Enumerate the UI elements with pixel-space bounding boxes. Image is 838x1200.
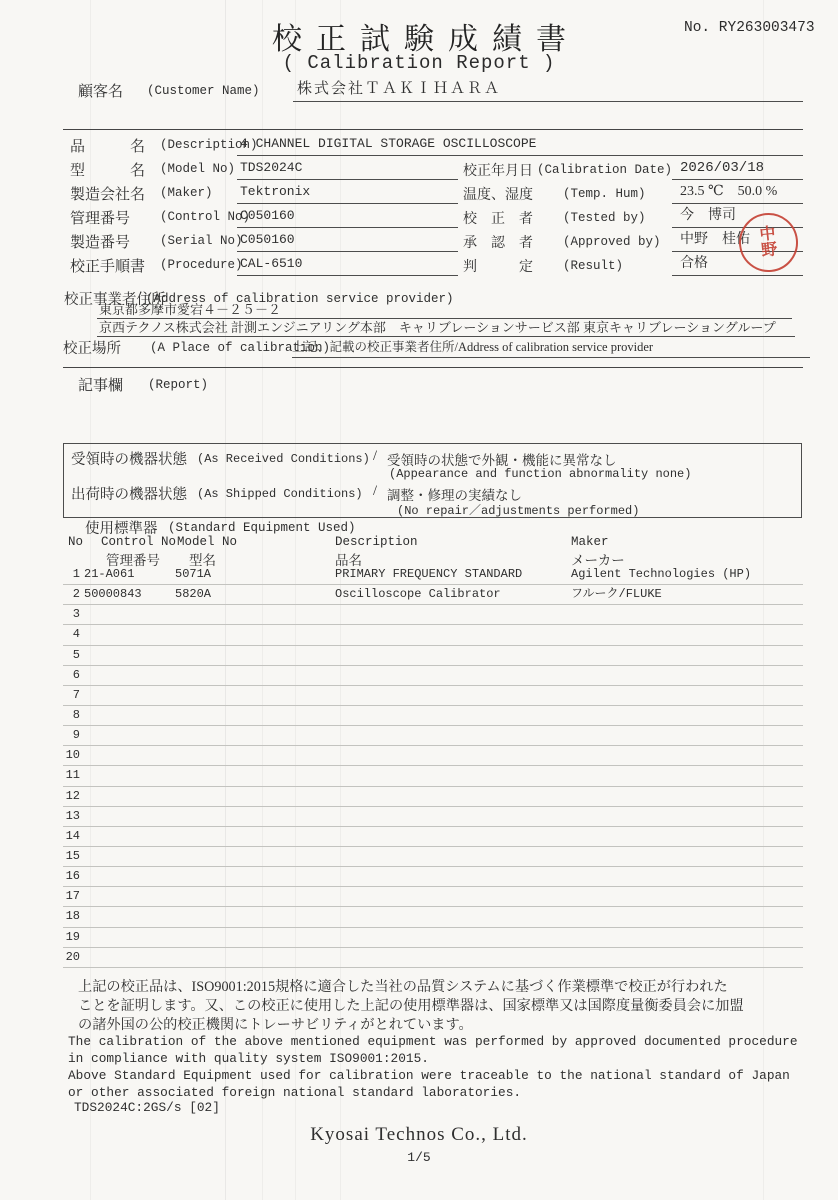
approved-by-label-en: (Approved by) [563,235,661,249]
temp-hum-label: 温度、湿度 [463,188,533,203]
report-label: 記事欄 [78,378,124,394]
as-received-value-jp: 受領時の状態で外観・機能に異常なし [387,453,617,468]
as-shipped-value-en: (No repair／adjustments performed) [397,504,640,518]
equipment-row-description: Oscilloscope Calibrator [335,587,501,602]
approved-by-value: 中野 桂佑 [680,232,750,247]
control-no-value: C050160 [240,208,295,223]
table-row [63,887,803,907]
equipment-row-no: 14 [65,828,80,843]
calibration-date-value-line [672,157,803,180]
procedure-value-line [237,253,458,276]
model-no-label-en: (Model No) [160,162,236,176]
calibration-date-label-en: (Calibration Date) [537,163,673,177]
description-label-en: (Description) [160,138,258,152]
stamp-char-top: 中 [758,224,777,244]
document-number: No. RY263003473 [684,20,815,36]
approved-by-label: 承 認 者 [463,236,533,251]
table-row [63,646,803,666]
equipment-row-no: 12 [65,788,80,803]
statement-en-line3: Above Standard Equipment used for calibration were traceable to the national standard of Japan [68,1068,790,1083]
customer-value: 株式会社ＴＡＫＩＨＡＲＡ [297,81,502,97]
procedure-label: 校正手順書 [70,259,146,275]
table-row [63,847,803,867]
calibration-date-value: 2026/03/18 [680,160,765,176]
table-row [63,948,803,968]
equipment-row-model: 5820A [175,587,212,602]
serial-no-value-line [237,229,458,252]
equipment-header-control-jp: 管理番号 [106,553,160,568]
description-value: 4 CHANNEL DIGITAL STORAGE OSCILLOSCOPE [240,136,537,151]
equipment-row-no: 20 [65,949,80,964]
customer-label-en: (Customer Name) [147,84,260,98]
page-title: 校正試験成績書 [272,23,580,56]
equipment-section-label-en: (Standard Equipment Used) [168,521,356,535]
statement-en-line4: or other associated foreign national standard laboratories. [68,1085,522,1100]
page-subtitle: ( Calibration Report ) [282,52,556,74]
equipment-row-no: 10 [65,748,80,763]
equipment-row-model: 5071A [175,567,212,581]
as-shipped-label: 出荷時の機器状態 [71,487,187,503]
equipment-header-model: Model No [177,535,238,549]
conditions-box [63,443,802,518]
equipment-row-no: 11 [65,768,80,783]
serial-no-label-en: (Serial No) [160,234,243,248]
table-row [63,766,803,786]
report-divider-rule [63,367,803,368]
as-shipped-separator: / [373,483,378,499]
equipment-header-description-jp: 品名 [335,553,362,568]
equipment-row-maker: フルーク/FLUKE [571,587,662,602]
table-row [63,605,803,625]
table-row [63,625,803,645]
temp-hum-label-en: (Temp. Hum) [563,187,646,201]
calibration-place-label-en: (A Place of calibration) [150,341,331,355]
model-no-value-line [237,157,458,180]
equipment-row-no: 17 [65,889,80,904]
provider-address1: 東京都多摩市愛宕４－２５－２ [99,302,282,317]
calibration-place-value-line [292,338,810,358]
maker-label: 製造会社名 [70,187,146,203]
company-name: Kyosai Technos Co., Ltd. [310,1124,528,1145]
procedure-value: CAL-6510 [240,256,303,271]
result-value: 合格 [680,256,708,271]
equipment-row-maker: Agilent Technologies (HP) [571,567,752,581]
model-spec-note: TDS2024C:2GS/s [02] [74,1100,220,1115]
equipment-row-no: 18 [65,909,80,924]
page-number: 1/5 [407,1150,431,1165]
temp-hum-value-line [672,181,803,204]
description-value-line [237,133,803,156]
procedure-label-en: (Procedure) [160,258,243,272]
table-row [63,726,803,746]
table-row [63,787,803,807]
stamp-char-bottom: 野 [760,240,779,260]
control-no-label: 管理番号 [70,211,131,227]
statement-jp-line1: 上記の校正品は、ISO9001:2015規格に適合した当社の品質システムに基づく作業標準で校正が行われた [78,979,728,995]
equipment-header-maker-jp: メーカー [571,553,625,568]
equipment-table-rows [63,565,803,968]
table-row [63,827,803,847]
report-label-en: (Report) [148,378,209,392]
equipment-row-control-no: 50000843 [84,587,142,602]
equipment-header-no: No [68,535,84,549]
provider-address-label-en: (Address of calibration service provider) [146,292,454,306]
calibration-place-value: 上記、記載の校正事業者住所/Address of calibration service provider [292,340,654,354]
equipment-row-no: 3 [72,607,80,622]
equipment-row-no: 5 [72,647,80,662]
result-label: 判 定 [463,260,533,275]
as-received-label-en: (As Received Conditions) [197,452,370,466]
table-row [63,907,803,927]
description-label: 品 名 [70,139,146,155]
equipment-row-no: 7 [72,687,80,702]
statement-en-line1: The calibration of the above mentioned equipment was performed by approved documented procedure [68,1034,798,1049]
equipment-row-no: 16 [65,869,80,884]
table-row [63,746,803,766]
as-received-value-en: (Appearance and function abnormality none) [389,467,692,481]
serial-no-value: C050160 [240,232,295,247]
table-row [63,686,803,706]
equipment-header-model-jp: 型名 [189,553,216,568]
equipment-row-no: 9 [72,728,80,743]
tested-by-value: 今 博司 [680,208,736,223]
customer-label: 顧客名 [78,84,124,100]
as-received-label: 受領時の機器状態 [71,452,187,468]
provider-address-line2 [97,319,795,337]
equipment-row-no: 4 [72,627,80,642]
equipment-row-no: 2 [72,587,80,602]
as-shipped-value-jp: 調整・修理の実績なし [387,488,522,503]
maker-value-line [237,181,458,204]
info-table-top-rule [63,129,803,130]
serial-no-label: 製造番号 [70,235,131,251]
calibration-place-label: 校正場所 [63,341,121,357]
table-row [63,706,803,726]
table-row [63,585,803,605]
table-row [63,807,803,827]
provider-address-line1 [97,301,792,319]
statement-jp-line3: の諸外国の公的校正機関にトレーサビリティがとれています。 [78,1017,473,1033]
equipment-row-no: 19 [65,929,80,944]
equipment-header-description: Description [335,535,418,549]
control-no-value-line [237,205,458,228]
equipment-row-description: PRIMARY FREQUENCY STANDARD [335,567,523,581]
equipment-row-control-no: 21-A061 [84,567,135,581]
result-label-en: (Result) [563,259,624,273]
equipment-row-no: 15 [65,848,80,863]
maker-label-en: (Maker) [160,186,213,200]
customer-value-line [293,77,803,102]
as-received-separator: / [373,448,378,464]
table-row [63,867,803,887]
equipment-row-no: 1 [72,567,80,581]
tested-by-label: 校 正 者 [463,212,533,227]
tested-by-label-en: (Tested by) [563,211,646,225]
statement-jp-line2: ことを証明します。又、この校正に使用した上記の使用標準器は、国家標準又は国際度量衡委員会に加盟 [78,998,744,1014]
model-no-label: 型 名 [70,163,146,179]
table-row [63,928,803,948]
equipment-row-no: 8 [72,707,80,722]
provider-address-label: 校正事業者住所 [64,292,166,308]
provider-address2: 京西テクノス株式会社 計測エンジニアリング本部 キャリブレーションサービス部 東京キャリブレーショングループ [99,320,776,335]
table-row [63,666,803,686]
table-row [63,565,803,585]
equipment-header-maker: Maker [571,535,609,549]
equipment-row-no: 13 [65,808,80,823]
equipment-header-control: Control No [101,535,177,549]
calibration-date-label: 校正年月日 [463,164,533,179]
equipment-section-label: 使用標準器 [85,521,158,537]
model-no-value: TDS2024C [240,160,303,175]
temp-hum-value: 23.5 ℃ 50.0 % [680,184,778,199]
equipment-row-no: 6 [72,667,80,682]
as-shipped-label-en: (As Shipped Conditions) [197,487,363,501]
control-no-label-en: (Control No) [160,210,251,224]
statement-en-line2: in compliance with quality system ISO9001:2015. [68,1051,429,1066]
maker-value: Tektronix [240,184,311,199]
